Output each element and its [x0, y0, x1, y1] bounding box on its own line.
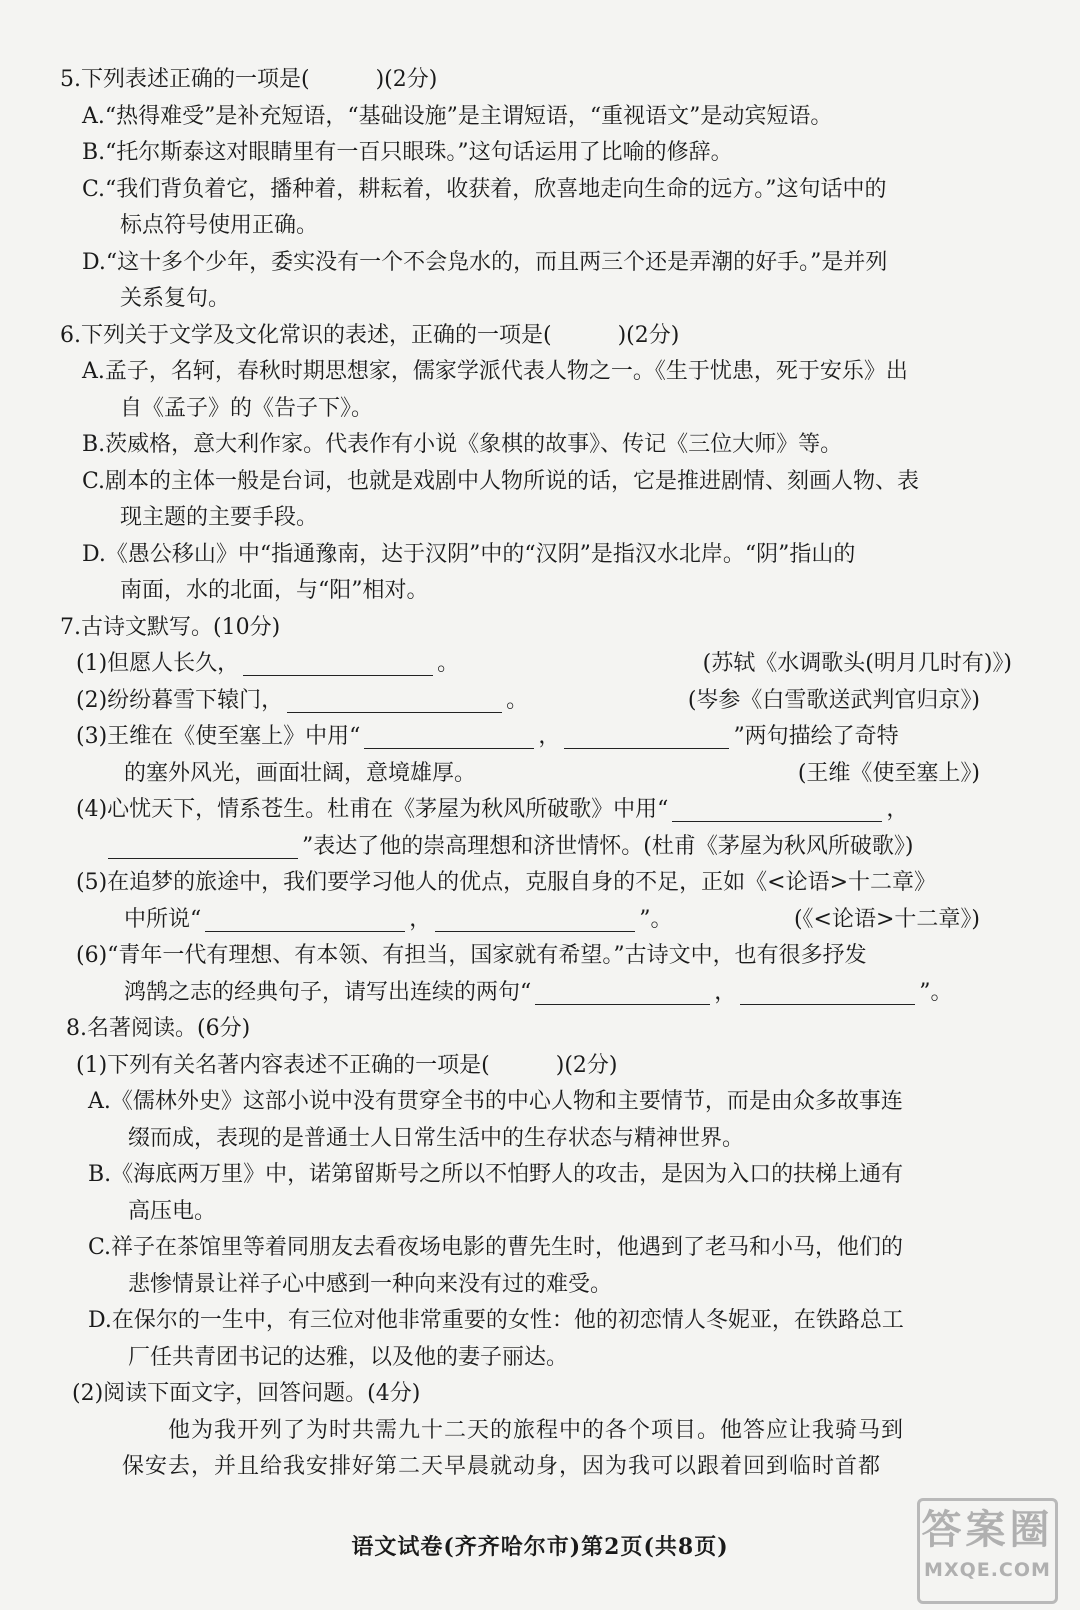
q5-option-c: C.“我们背负着它，播种着，耕耘着，收获着，欣喜地走向生命的远方。”这句话中的: [82, 176, 887, 202]
q7-item-4-blank-2[interactable]: [108, 834, 298, 859]
q7-item-1-text: (1)但愿人长久，: [76, 651, 240, 676]
q7-item-3-blank-1[interactable]: [364, 724, 534, 749]
q7-item-6-cont: [60, 975, 1020, 1012]
q7-item-4-comma: ，: [886, 797, 909, 822]
q7-item-2-blank[interactable]: [287, 688, 502, 713]
q7-item-2-text: (2)纷纷暮雪下辕门，: [76, 687, 284, 713]
q7-item-4-text: (4)心忧天下，情系苍生。杜甫在《茅屋为秋风所破歌》中用“: [76, 797, 669, 822]
q7-item-2-end: 。: [506, 687, 529, 713]
watermark-logo: [917, 1498, 1058, 1604]
q5-option-c-cont: 标点符号使用正确。: [120, 213, 319, 238]
q6-option-b: B.茨威格，意大利作家。代表作有小说《象棋的故事》、传记《三位大师》等。: [82, 432, 843, 457]
page-footer: 语文试卷(齐齐哈尔市)第2页(共8页): [351, 1534, 729, 1560]
q7-item-6-blank-2[interactable]: [740, 980, 915, 1005]
q8-passage-line-2: 保安去，并且给我安排好第二天早晨就动身，因为我可以跟着回到临时首都: [122, 1454, 882, 1479]
q7-item-6-comma: ，: [714, 979, 737, 1005]
q7-item-3-source: (王维《使至塞上》): [797, 760, 980, 786]
q7-item-5-source: (《<论语>十二章》): [793, 906, 980, 932]
q7-item-6-cont-text: 鸿鹄之志的经典句子，请写出连续的两句“: [124, 979, 532, 1005]
q7-item-3-blank-2[interactable]: [564, 724, 729, 749]
q7-item-6-blank-1[interactable]: [535, 980, 710, 1005]
q7-item-2: [60, 683, 1020, 720]
q7-item-3-tail: ”两句描绘了奇特: [733, 724, 899, 749]
q7-item-3-text: (3)王维在《使至塞上》中用“: [76, 724, 361, 749]
q7-item-6-end: ”。: [919, 979, 953, 1005]
q8-option-a: A.《儒林外史》这部小说中没有贯穿全书的中心人物和主要情节，而是由众多故事连: [88, 1089, 903, 1114]
q7-item-2-source: (岑参《白雪歌送武判官归京》): [687, 687, 980, 713]
q7-item-1: [60, 646, 1020, 683]
q6-option-a: A.孟子，名轲，春秋时期思想家，儒家学派代表人物之一。《生于忧患，死于安乐》出: [82, 359, 908, 384]
q7-item-4-cont: [60, 829, 1020, 866]
q7-item-1-end: 。: [437, 651, 460, 676]
q6-option-a-cont: 自《孟子》的《告子下》。: [120, 395, 374, 421]
q8-option-c: C.祥子在茶馆里等着同朋友去看夜场电影的曹先生时，他遇到了老马和小马，他们的: [88, 1235, 904, 1260]
q7-item-3: [60, 719, 1020, 756]
q7-item-5-comma: ，: [409, 906, 432, 932]
q7-item-3-cont-text: 的塞外风光，画面壮阔，意境雄厚。: [124, 760, 477, 786]
q6-option-c: C.剧本的主体一般是台词，也就是戏剧中人物所说的话，它是推进剧情、刻画人物、表: [82, 468, 920, 494]
q7-item-4-cont-text: ”表达了他的崇高理想和济世情怀。(杜甫《茅屋为秋风所破歌》): [302, 833, 914, 859]
q8-stem: 8.名著阅读。(6分): [66, 1016, 251, 1041]
q6-option-c-cont: 现主题的主要手段。: [120, 505, 319, 530]
q8-option-b: B.《海底两万里》中，诺第留斯号之所以不怕野人的攻击，是因为入口的扶梯上通有: [88, 1162, 904, 1187]
q7-item-5-end: ”。: [639, 906, 673, 932]
q7-item-5-blank-1[interactable]: [205, 907, 405, 932]
q7-item-5-cont-text: 中所说“: [124, 906, 202, 932]
q5-option-a: A.“热得难受”是补充短语，“基础设施”是主谓短语，“重视语文”是动宾短语。: [82, 103, 833, 129]
q7-stem: 7.古诗文默写。(10分): [60, 614, 281, 640]
q7-item-1-blank[interactable]: [243, 651, 433, 676]
q6-option-d: D.《愚公移山》中“指通豫南，达于汉阴”中的“汉阴”是指汉水北岸。“阴”指山的: [82, 541, 856, 567]
q8-option-a-cont: 缀而成，表现的是普通士人日常生活中的生存状态与精神世界。: [128, 1125, 745, 1151]
q8-option-b-cont: 高压电。: [128, 1198, 217, 1224]
q7-item-3-comma: ，: [538, 724, 561, 749]
q5-option-d: D.“这十多个少年，委实没有一个不会凫水的，而且两三个还是弄潮的好手。”是并列: [82, 249, 888, 275]
watermark-url: MXQE.COM: [924, 1559, 1051, 1581]
q8-option-c-cont: 悲惨情景让祥子心中感到一种向来没有过的难受。: [128, 1271, 613, 1297]
q8-option-d: D.在保尔的一生中，有三位对他非常重要的女性：他的初恋情人冬妮亚，在铁路总工: [88, 1308, 904, 1333]
q5-option-b: B.“托尔斯泰这对眼睛里有一百只眼珠。”这句话运用了比喻的修辞。: [82, 140, 733, 165]
q5-option-d-cont: 关系复句。: [120, 286, 231, 311]
watermark-logo-text: 答案圈: [921, 1507, 1054, 1553]
q7-item-5-blank-2[interactable]: [435, 907, 635, 932]
q7-item-1-source: (苏轼《水调歌头(明月几时有)》): [702, 651, 1012, 676]
q7-item-5: (5)在追梦的旅途中，我们要学习他人的优点，克服自身的不足，正如《<论语>十二章》: [76, 870, 937, 895]
q8-passage-line-1: 他为我开列了为时共需九十二天的旅程中的各个项目。他答应让我骑马到: [168, 1417, 905, 1443]
q7-item-5-cont: [60, 902, 1020, 939]
q7-item-4: [60, 792, 1020, 829]
q5-stem: 5.下列表述正确的一项是( )(2分): [60, 67, 438, 92]
q6-option-d-cont: 南面，水的北面，与“阳”相对。: [120, 578, 429, 603]
q8-part-1-stem: (1)下列有关名著内容表述不正确的一项是( )(2分): [76, 1052, 618, 1078]
q7-item-6: (6)“青年一代有理想、有本领、有担当，国家就有希望。”古诗文中，也有很多抒发: [76, 943, 867, 968]
q6-stem: 6.下列关于文学及文化常识的表述，正确的一项是( )(2分): [60, 322, 680, 348]
q8-option-d-cont: 厂任共青团书记的达雅，以及他的妻子丽达。: [128, 1344, 569, 1370]
q7-item-4-blank-1[interactable]: [672, 797, 882, 822]
q8-part-2-stem: (2)阅读下面文字，回答问题。(4分): [72, 1381, 421, 1406]
q7-item-3-cont: [60, 756, 1020, 793]
